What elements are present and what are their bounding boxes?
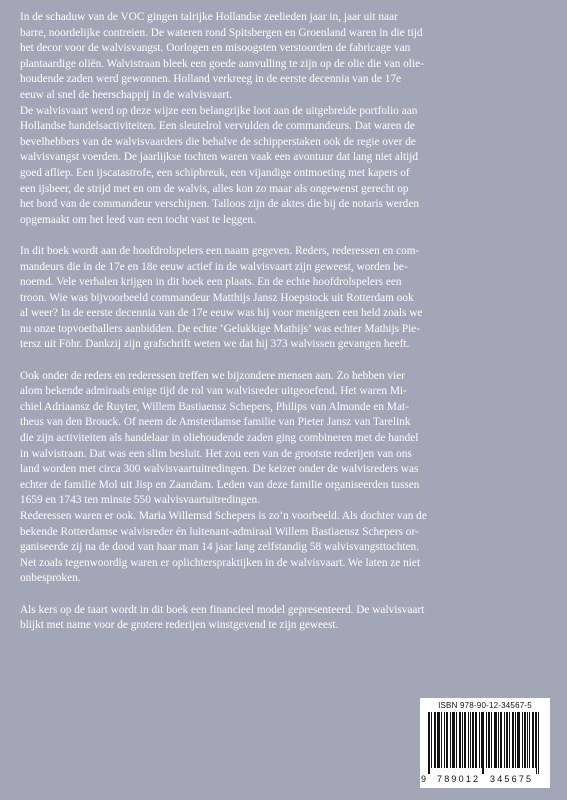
text-line: Hollandse handelsactiviteiten. Een sleutelrol vervulden de commandeurs. Dat waren de xyxy=(20,120,415,133)
text-line: troon. Wie was bijvoorbeeld commandeur Matthijs Jansz Hoepstock uit Rotterdam ook xyxy=(20,291,414,304)
text-line: in walvistraan. Dat was een slim besluit. Het zou een van de grootste rederijen van ons xyxy=(20,447,412,460)
back-cover-text xyxy=(20,10,548,649)
text-line: eeuw al snel de heerschappij in de walvisvaart. xyxy=(20,88,233,101)
text-line: een ijsbeer, de strijd met en om de walvis, alles kon zo maar als ongewenst gerecht op xyxy=(20,182,409,195)
text-line: blijkt met name voor de grotere rederijen winstgevend te zijn geweest. xyxy=(20,619,339,632)
text-line: tersz uit Föhr. Dankzij zijn grafschrift weten we dat hij 373 walvissen gevangen heeft. xyxy=(20,338,410,351)
paragraph xyxy=(20,369,548,587)
text-line: echter de familie Mol uit Jisp en Zaandam. Leden van deze familie organiseerden tussen xyxy=(20,478,420,491)
paragraph xyxy=(20,10,548,228)
barcode-digits-right: 345675 xyxy=(490,774,534,784)
text-line: houdende zaden werd gewonnen. Holland verkreeg in de eerste decennia van de 17e xyxy=(20,73,402,86)
text-line: noemd. Vele verhalen krijgen in dit boek een plaats. En de echte hoofdrolspelers een xyxy=(20,276,402,289)
text-line: In de schaduw van de VOC gingen talrijke Hollandse zeelieden jaar in, jaar uit naar xyxy=(20,11,398,23)
barcode-label xyxy=(420,698,550,788)
text-line: walvisvangst voerden. De jaarlijkse tochten waren vaak een avontuur dat lang niet altijd xyxy=(20,151,419,164)
text-line: land worden met circa 300 walvisvaartuitredingen. De keizer onder de walvisreders was xyxy=(20,463,419,476)
text-line: plantaardige oliën. Walvistraan bleek een goede aanvulling te zijn op de olie die van olie- xyxy=(20,57,424,70)
text-line: Als kers op de taart wordt in dit boek een financieel model gepresenteerd. De walvisvaart xyxy=(20,603,425,616)
text-line: barre, noordelijke contreien. De wateren rond Spitsbergen en Groenland waren in die tijd xyxy=(20,26,423,39)
barcode-icon xyxy=(428,712,542,774)
text-line: Net zoals tegenwoordig waren er oplichterspraktijken in de walvisvaart. We laten ze niet xyxy=(20,556,421,569)
barcode-digits-left: 789012 xyxy=(437,774,481,784)
text-line: bekende Rotterdamse walvisreder én luitenant-admiraal Willem Bastiaensz Schepers or- xyxy=(20,525,419,538)
text-line: goed afliep. Een ijscatastrofe, een schipbreuk, een vijandige ontmoeting met kapers of xyxy=(20,166,410,179)
text-line: het decor voor de walvisvangst. Oorlogen en misoogsten verstoorden de fabricage van xyxy=(20,42,411,55)
text-line: onbesproken. xyxy=(20,572,81,585)
barcode-digit-first: 9 xyxy=(421,774,427,784)
text-line: ganiseerde zij na de dood van haar man 14 jaar lang zelfstandig 58 walvisvangsttochten. xyxy=(20,541,420,554)
text-line: Rederessen waren er ook. Maria Willemsd Schepers is zo’n voorbeeld. Als dochter van de xyxy=(20,510,427,522)
text-line: nu onze topvoetballers aanbidden. De echte ‘Gelukkige Mathijs’ was echter Mathijs Pie- xyxy=(20,322,421,335)
text-line: opgemaakt om het leed van een tocht vast te leggen. xyxy=(20,213,256,226)
paragraph xyxy=(20,603,548,634)
isbn-text: ISBN 978-90-12-34567-5 xyxy=(438,701,532,710)
text-line: theus van den Brouck. Of neem de Amsterdamse familie van Pieter Jansz van Tarelink xyxy=(20,416,411,429)
text-line: bevelhebbers van de walvisvaarders die behalve de schipperstaken ook de regie over de xyxy=(20,135,416,148)
text-line: het bord van de commandeur verschijnen. Talloos zijn de aktes die bij de notaris werden xyxy=(20,198,419,211)
text-line: alom bekende admiraals enige tijd de rol van walvisreder uitgeoefend. Het waren Mi- xyxy=(20,385,407,398)
paragraph xyxy=(20,244,548,353)
text-line: mandeurs die in de 17e en 18e eeuw actief in de walvisvaart zijn geweest, worden be- xyxy=(20,260,408,273)
text-line: 1659 en 1743 ten minste 550 walvisvaartuitredingen. xyxy=(20,494,261,507)
text-line: In dit boek wordt aan de hoofdrolspelers een naam gegeven. Reders, rederessen en com- xyxy=(20,244,420,257)
text-line: Ook onder de reders en rederessen treffen we bijzondere mensen aan. Zo hebben vier xyxy=(20,369,405,382)
text-line: chiel Adriaansz de Ruyter, Willem Bastiaensz Schepers, Philips van Almonde en Mat- xyxy=(20,400,409,413)
text-line: die zijn activiteiten als handelaar in oliehoudende zaden ging combineren met de handel xyxy=(20,432,419,445)
text-line: De walvisvaart werd op deze wijze een belangrijke loot aan de uitgebreide portfolio aan xyxy=(20,104,418,117)
text-line: al weer? In de eerste decennia van de 17e eeuw was hij voor menigeen een held zoals we xyxy=(20,307,423,320)
